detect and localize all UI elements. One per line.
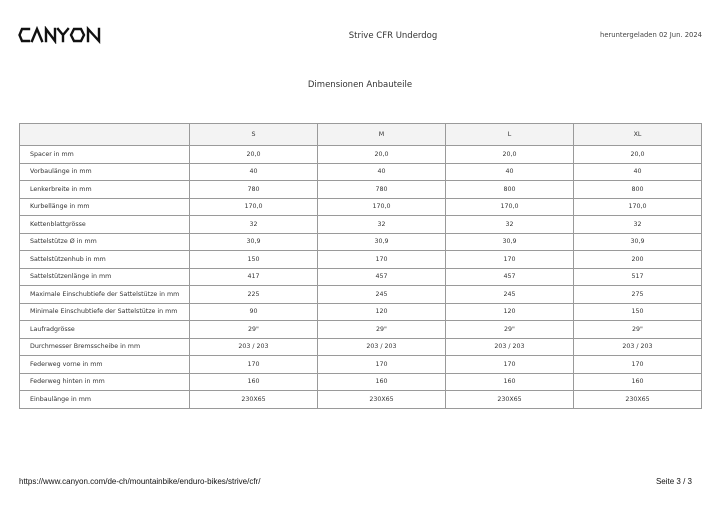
value-cell: 517 [574,268,702,286]
dimensions-table [19,123,702,409]
value-cell: 120 [446,303,574,321]
table-row [20,268,702,286]
page-number: Seite 3 / 3 [655,477,692,486]
row-label: Maximale Einschubtiefe der Sattelstütze in mm [20,286,190,304]
value-cell: 200 [574,251,702,269]
row-label: Kurbellänge in mm [20,198,190,216]
table-row [20,356,702,374]
size-header: S [190,124,318,146]
value-cell: 29" [318,321,446,339]
value-cell: 29" [190,321,318,339]
value-cell: 170 [446,251,574,269]
value-cell: 20,0 [318,146,446,164]
table-header-row [20,124,702,146]
value-cell: 30,9 [574,233,702,251]
value-cell: 150 [190,251,318,269]
value-cell: 32 [446,216,574,234]
value-cell: 800 [574,181,702,199]
table-row [20,163,702,181]
table-row [20,391,702,409]
value-cell: 275 [574,286,702,304]
value-cell: 230X65 [574,391,702,409]
download-date: heruntergeladen 02 Jun. 2024 [600,31,702,39]
value-cell: 170,0 [574,198,702,216]
value-cell: 170 [446,356,574,374]
value-cell: 150 [574,303,702,321]
table-row [20,373,702,391]
row-label: Sattelstütze Ø in mm [20,233,190,251]
table-row [20,303,702,321]
value-cell: 160 [190,373,318,391]
value-cell: 32 [318,216,446,234]
value-cell: 800 [446,181,574,199]
value-cell: 30,9 [446,233,574,251]
value-cell: 170 [318,356,446,374]
value-cell: 30,9 [190,233,318,251]
footer-url-link[interactable]: https://www.canyon.com/de-ch/mountainbike/enduro-bikes/strive/cfr/ [19,477,261,486]
row-label: Federweg hinten in mm [20,373,190,391]
value-cell: 40 [190,163,318,181]
table-row [20,181,702,199]
value-cell: 780 [318,181,446,199]
row-label: Vorbaulänge in mm [20,163,190,181]
value-cell: 170,0 [446,198,574,216]
value-cell: 170 [318,251,446,269]
value-cell: 170,0 [190,198,318,216]
value-cell: 225 [190,286,318,304]
table-row [20,146,702,164]
value-cell: 203 / 203 [574,338,702,356]
value-cell: 120 [318,303,446,321]
value-cell: 230X65 [446,391,574,409]
value-cell: 245 [318,286,446,304]
value-cell: 170,0 [318,198,446,216]
value-cell: 32 [190,216,318,234]
table-corner-cell [20,124,190,146]
value-cell: 20,0 [190,146,318,164]
value-cell: 30,9 [318,233,446,251]
value-cell: 203 / 203 [190,338,318,356]
value-cell: 457 [318,268,446,286]
row-label: Lenkerbreite in mm [20,181,190,199]
row-label: Sattelstützenhub in mm [20,251,190,269]
table-row [20,338,702,356]
row-label: Minimale Einschubtiefe der Sattelstütze in mm [20,303,190,321]
value-cell: 29" [574,321,702,339]
row-label: Sattelstützenlänge in mm [20,268,190,286]
value-cell: 90 [190,303,318,321]
value-cell: 40 [318,163,446,181]
size-header: L [446,124,574,146]
document-title: Strive CFR Underdog [348,31,438,41]
table-row [20,233,702,251]
size-header: XL [574,124,702,146]
value-cell: 20,0 [446,146,574,164]
row-label: Spacer in mm [20,146,190,164]
value-cell: 170 [574,356,702,374]
value-cell: 245 [446,286,574,304]
row-label: Laufradgrösse [20,321,190,339]
value-cell: 160 [446,373,574,391]
value-cell: 230X65 [190,391,318,409]
value-cell: 20,0 [574,146,702,164]
value-cell: 40 [574,163,702,181]
value-cell: 203 / 203 [446,338,574,356]
value-cell: 203 / 203 [318,338,446,356]
table-row [20,321,702,339]
value-cell: 32 [574,216,702,234]
table-row [20,198,702,216]
value-cell: 230X65 [318,391,446,409]
value-cell: 170 [190,356,318,374]
table-row [20,251,702,269]
value-cell: 160 [574,373,702,391]
row-label: Federweg vorne in mm [20,356,190,374]
value-cell: 160 [318,373,446,391]
value-cell: 417 [190,268,318,286]
row-label: Kettenblattgrösse [20,216,190,234]
value-cell: 40 [446,163,574,181]
size-header: M [318,124,446,146]
value-cell: 457 [446,268,574,286]
section-title: Dimensionen Anbauteile [307,80,413,90]
value-cell: 780 [190,181,318,199]
table-row [20,286,702,304]
value-cell: 29" [446,321,574,339]
row-label: Durchmesser Bremsscheibe in mm [20,338,190,356]
row-label: Einbaulänge in mm [20,391,190,409]
table-row [20,216,702,234]
